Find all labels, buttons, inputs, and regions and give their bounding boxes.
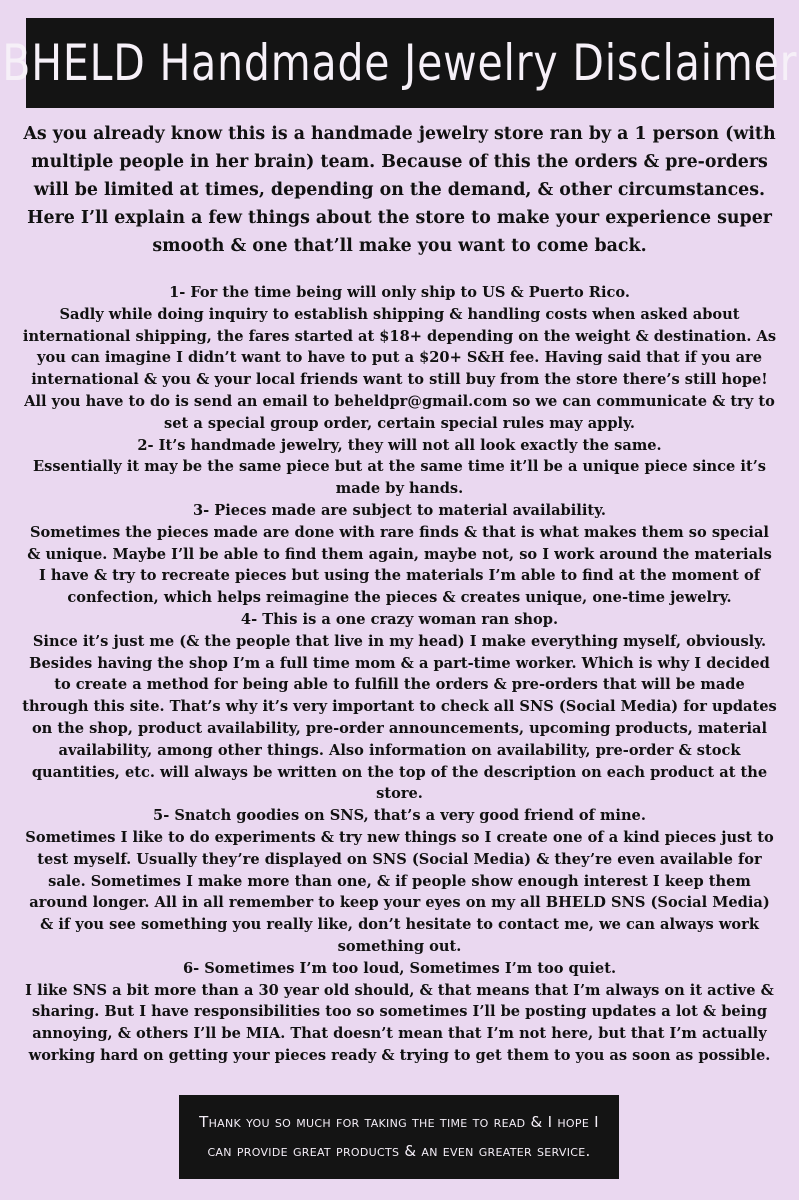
section-2	[22, 435, 777, 500]
section-body: Sometimes I like to do experiments & try new things so I create one of a kind pieces just to test myself. Usually they’re displayed on SNS (Social Media) & they’re even available for sale. Sometimes I make more than one, & if people show enough interest I keep them around longer. All in all remember to keep your eyes on my all BHELD SNS (Social Media) & if you see something you really like, don’t hesitate to contact me, we can always work something out.	[25, 828, 774, 955]
page-title: BHELD Handmade Jewelry Disclaimer	[2, 34, 798, 92]
section-3	[22, 500, 777, 609]
section-heading: 1- For the time being will only ship to US & Puerto Rico.	[169, 284, 630, 301]
section-heading: 3- Pieces made are subject to material availability.	[192, 501, 607, 519]
section-heading: 5- Snatch goodies on SNS, that’s a very good friend of mine.	[153, 807, 646, 825]
section-body: Essentially it may be the same piece but at the same time it’ll be a unique piece since it’s made by hands.	[33, 458, 766, 498]
section-body: Since it’s just me (& the people that live in my head) I make everything myself, obviously. Besides having the shop I’m a full time mom & a part-time worker. Which is why I decided to create a method for being able to fulfill the orders & pre-orders that will be made through this site. That’s why it’s very important to check all SNS (Social Media) for updates on the shop, product availability, pre-order announcements, upcoming products, material availability, among other things. Also information on availability, pre-order & stock quantities, etc. will always be written on the top of the description on each product at the store.	[22, 632, 777, 803]
section-heading: 2- It’s handmade jewelry, they will not all look exactly the same.	[137, 436, 662, 454]
section-5	[22, 805, 777, 958]
section-heading: 4- This is a one crazy woman ran shop.	[240, 610, 559, 628]
disclaimer-content	[22, 120, 777, 1067]
thank-you-text: Thank you so much for taking the time to read & I hope I can provide great products & an even greater service.	[199, 1113, 599, 1160]
title-banner	[2, 18, 798, 108]
section-body: Sadly while doing inquiry to establish shipping & handling costs when asked about international shipping, the fares started at $18+ depending on the weight & destination. As you can imagine I didn’t want to have to put a $20+ S&H fee. Having said that if you are international & you & your local friends want to still buy from the store there’s still hope! All you have to do is send an email to beheldpr@gmail.com so we can communicate & try to set a special group order, certain special rules may apply.	[22, 305, 777, 432]
section-6	[22, 958, 777, 1067]
section-heading: 6- Sometimes I’m too loud, Sometimes I’m too quiet.	[182, 959, 617, 977]
section-body: I like SNS a bit more than a 30 year old should, & that means that I’m always on it active & sharing. But I have responsibilities too so sometimes I’ll be posting updates a lot & being annoying, & others I’ll be MIA. That doesn’t mean that I’m not here, but that I’m actually working hard on getting your pieces ready & trying to get them to you as soon as possible.	[25, 981, 774, 1064]
section-4	[22, 609, 777, 805]
section-body: Sometimes the pieces made are done with rare finds & that is what makes them so special & unique. Maybe I’ll be able to find them again, maybe not, so I work around the materials I have & try to recreate pieces but using the materials I’m able to find at the moment of confection, which helps reimagine the pieces & creates unique, one-time jewelry.	[27, 523, 772, 607]
thank-you-banner	[179, 1095, 619, 1179]
section-1	[22, 282, 777, 435]
intro-paragraph: As you already know this is a handmade jewelry store ran by a 1 person (with multiple people in her brain) team. Because of this the orders & pre-orders will be limited at times, depending on the demand, & other circumstances. Here I’ll explain a few things about the store to make your experience super smooth & one that’ll make you want to come back.	[23, 124, 776, 256]
